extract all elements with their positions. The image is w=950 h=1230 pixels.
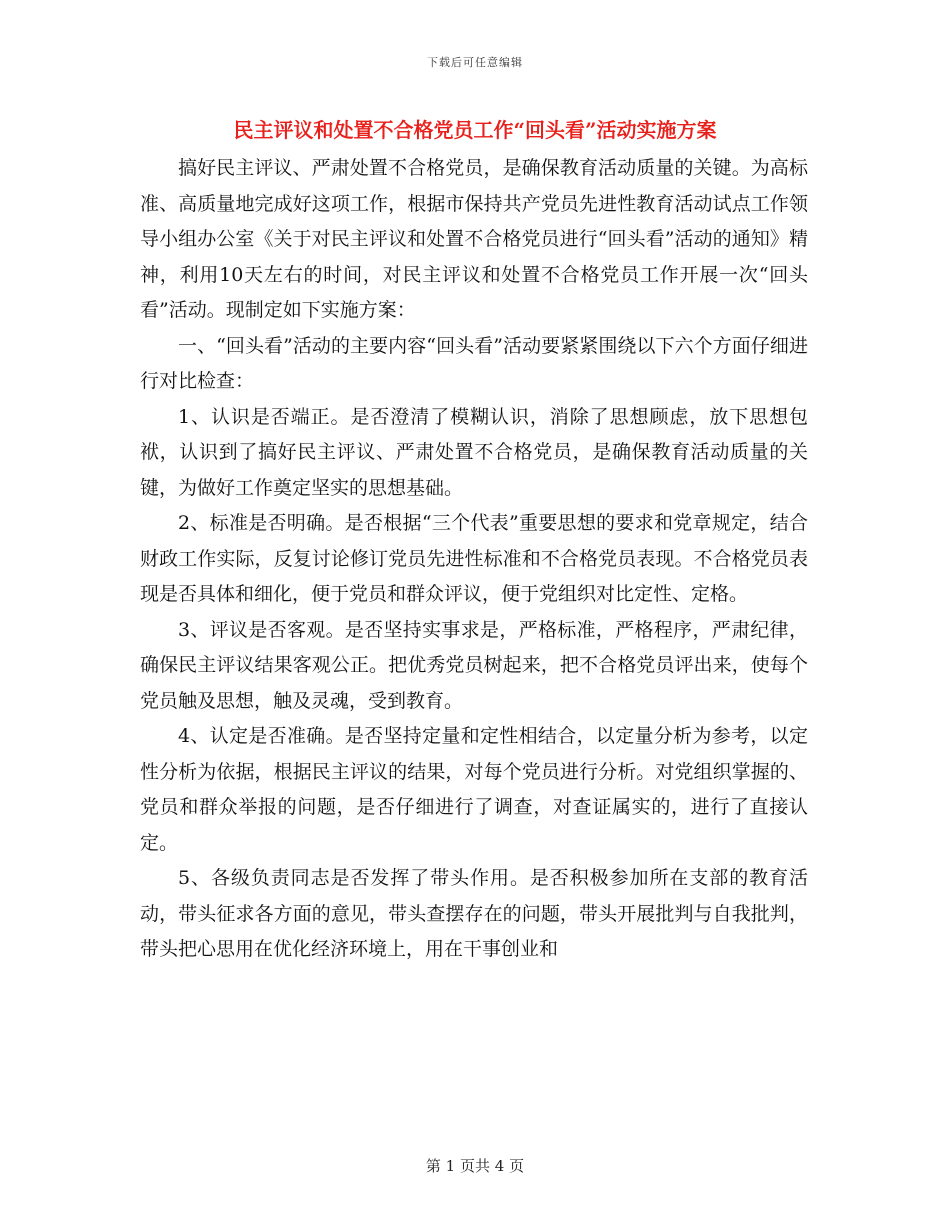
- paragraph-intro: 搞好民主评议、严肃处置不合格党员，是确保教育活动质量的关键。为高标准、高质量地完成好这项工作，根据市保持共产党员先进性教育活动试点工作领导小组办公室《关于对民主评议和处置不合格党员进行“回头看”活动的通知》精神，利用10天左右的时间，对民主评议和处置不合格党员工作开展一次“回头看”活动。现制定如下实施方案：: [140, 157, 808, 321]
- paragraph-item-3: 3、评议是否客观。是否坚持实事求是，严格标准，严格程序，严肃纪律，确保民主评议结果客观公正。把优秀党员树起来，把不合格党员评出来，使每个党员触及思想，触及灵魂，受到教育。: [140, 618, 808, 712]
- paragraph-item-2: 2、标准是否明确。是否根据“三个代表”重要思想的要求和党章规定，结合财政工作实际，反复讨论修订党员先进性标准和不合格党员表现。不合格党员表现是否具体和细化，便于党员和群众评议，便于党组织对比定性、定格。: [140, 512, 808, 605]
- document-body: [140, 151, 808, 968]
- header-note: 下载后可任意编辑: [427, 56, 523, 69]
- paragraph-item-1: 1、认识是否端正。是否澄清了模糊认识，消除了思想顾虑，放下思想包袱，认识到了搞好民主评议、严肃处置不合格党员，是确保教育活动质量的关键，为做好工作奠定坚实的思想基础。: [140, 405, 808, 499]
- paragraph-item-5: 5、各级负责同志是否发挥了带头作用。是否积极参加所在支部的教育活动，带头征求各方面的意见，带头查摆存在的问题，带头开展批判与自我批判，带头把心思用在优化经济环境上，用在干事创业和: [140, 867, 808, 960]
- paragraph-section-1: 一、“回头看”活动的主要内容“回头看”活动要紧紧围绕以下六个方面仔细进行对比检查：: [140, 334, 808, 392]
- paragraph-item-4: 4、认定是否准确。是否坚持定量和定性相结合，以定量分析为参考，以定性分析为依据，根据民主评议的结果，对每个党员进行分析。对党组织掌握的、党员和群众举报的问题，是否仔细进行了调查，对查证属实的，进行了直接认定。: [140, 725, 808, 854]
- document-title: 民主评议和处置不合格党员工作“回头看”活动实施方案: [233, 118, 717, 142]
- page-number: 第 1 页共 4 页: [425, 1157, 525, 1175]
